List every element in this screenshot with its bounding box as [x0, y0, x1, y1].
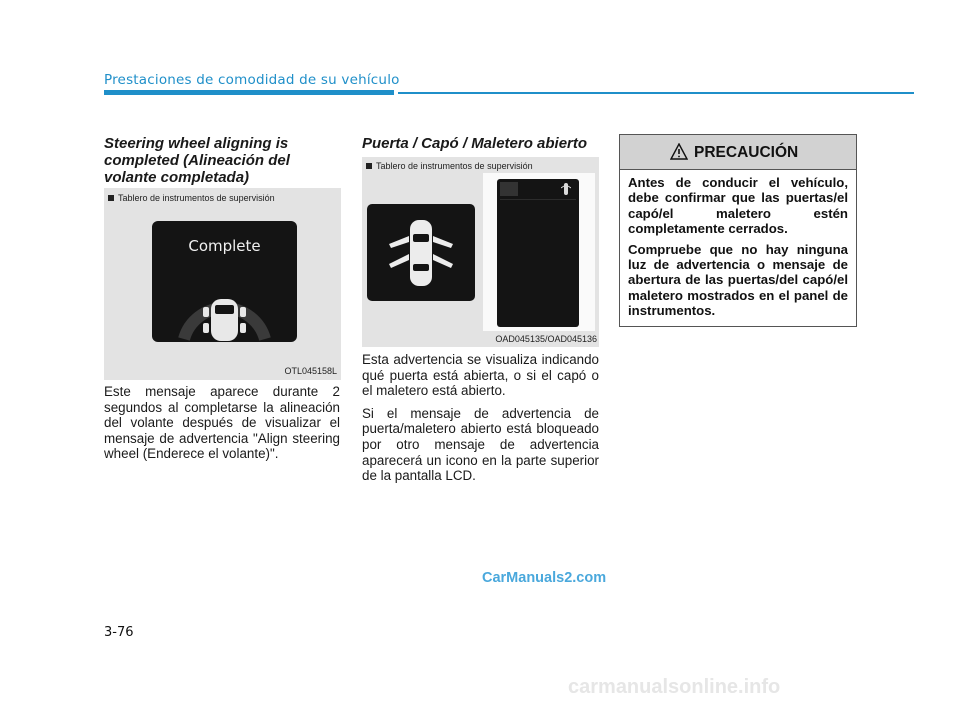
bullet-square-icon: [108, 195, 114, 201]
caution-header: [620, 135, 856, 170]
screen-complete-text: Complete: [188, 237, 261, 255]
caution-box: [619, 134, 857, 327]
open-doors-car-icon: [381, 214, 461, 292]
door-heading: Puerta / Capó / Maletero abierto: [362, 135, 588, 152]
cluster-lcd: [497, 179, 579, 327]
caution-paragraph-1: Antes de conducir el vehículo, debe confirmar que las puertas/el capó/el maletero estén completamente cerrados.: [628, 175, 848, 237]
steering-figure: [104, 188, 341, 380]
cluster-panel: [483, 173, 595, 331]
door-figure-caption: Tablero de instrumentos de supervisión: [366, 161, 533, 171]
lcd-divider: [500, 199, 576, 200]
bullet-square-icon: [366, 163, 372, 169]
steering-wheel-car-icon: [174, 279, 275, 342]
caution-body: [628, 175, 848, 324]
steering-figure-caption: Tablero de instrumentos de supervisión: [108, 193, 275, 203]
header-rule-light: [398, 92, 914, 94]
caution-paragraph-2: Compruebe que no hay ninguna luz de advertencia o mensaje de abertura de las puertas/del capó/el maletero mostrados en el panel de instrumentos.: [628, 241, 848, 319]
watermark-link[interactable]: CarManuals2.com: [482, 570, 607, 586]
door-figure-code: OAD045135/OAD045136: [495, 334, 597, 344]
door-open-small-icon: [561, 182, 571, 196]
lcd-top-left-box: [500, 182, 518, 196]
door-figure: [362, 157, 599, 347]
door-paragraph-1: Esta advertencia se visualiza indicando qué puerta está abierta, o si el capó o el maletero está abierto.: [362, 352, 599, 399]
steering-heading: Steering wheel aligning is completed (Alineación del volante completada): [104, 135, 290, 186]
door-paragraphs: [362, 352, 599, 491]
section-title: Prestaciones de comodidad de su vehículo: [104, 72, 400, 88]
page-number: 3-76: [104, 625, 134, 640]
cluster-screen: [152, 221, 297, 342]
door-warning-screen: [367, 204, 475, 301]
warning-triangle-icon: [670, 143, 688, 160]
caution-title: PRECAUCIÓN: [694, 144, 799, 161]
door-paragraph-2: Si el mensaje de advertencia de puerta/maletero abierto está bloqueado por otro mensaje de advertencia aparecerá un icono en la parte superior de la pantalla LCD.: [362, 405, 599, 484]
steering-figure-code: OTL045158L: [284, 366, 337, 376]
header-rule-dark: [104, 90, 394, 95]
watermark-bottom: carmanualsonline.info: [568, 676, 781, 698]
steering-paragraph: Este mensaje aparece durante 2 segundos al completarse la alineación del volante después de visualizar el mensaje de advertencia "Align steering wheel (Enderece el volante)".: [104, 384, 340, 462]
